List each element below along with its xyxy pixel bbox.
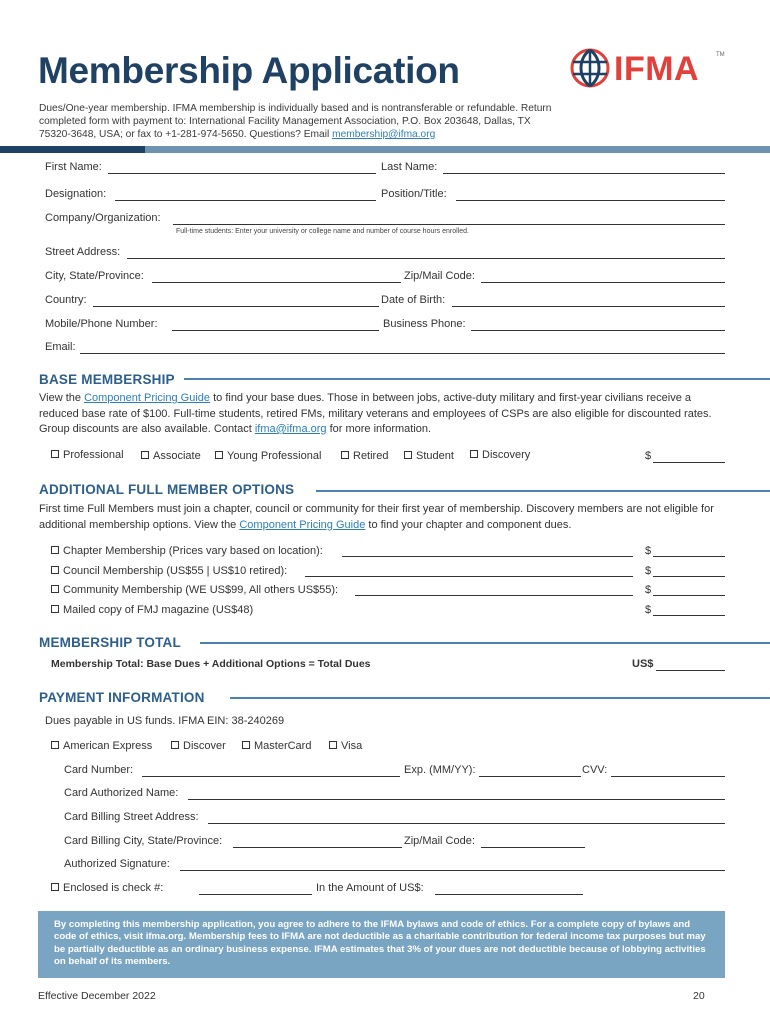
street-field[interactable] <box>127 258 725 259</box>
checkbox[interactable] <box>470 450 478 458</box>
base-dues-dollar: $ <box>645 450 652 462</box>
logo-trademark: TM <box>716 52 725 58</box>
fmj-amount-field[interactable] <box>653 615 725 616</box>
checkbox[interactable] <box>242 741 250 749</box>
mobile-label: Mobile/Phone Number: <box>45 318 158 330</box>
signature-label: Authorized Signature: <box>64 858 170 870</box>
billing-zip-field[interactable] <box>481 847 585 848</box>
checkbox[interactable] <box>341 451 349 459</box>
billing-zip-label: Zip/Mail Code: <box>404 835 475 847</box>
checkbox[interactable] <box>171 741 179 749</box>
company-label: Company/Organization: <box>45 212 161 224</box>
zip-field[interactable] <box>481 282 725 283</box>
total-amount-field[interactable] <box>656 670 725 671</box>
base-membership-rule <box>184 378 770 380</box>
logo-wordmark: IFMA <box>614 50 700 88</box>
option-young-professional[interactable]: Young Professional <box>215 450 321 462</box>
council-field[interactable] <box>305 576 633 577</box>
dob-label: Date of Birth: <box>381 294 446 306</box>
first-name-field[interactable] <box>108 173 376 174</box>
membership-total-label: Membership Total: Base Dues + Additional Options = Total Dues <box>51 658 371 670</box>
exp-label: Exp. (MM/YY): <box>404 764 476 776</box>
globe-icon <box>570 46 610 90</box>
pricing-guide-link[interactable]: Component Pricing Guide <box>84 392 211 404</box>
ifma-logo <box>570 44 730 96</box>
option-council[interactable]: Council Membership (US$55 | US$10 retired): <box>51 565 287 577</box>
last-name-field[interactable] <box>443 173 725 174</box>
checkbox[interactable] <box>51 741 59 749</box>
council-amount-field[interactable] <box>653 576 725 577</box>
city-label: City, State/Province: <box>45 270 144 282</box>
base-dues-amount-field[interactable] <box>653 462 725 463</box>
effective-date: Effective December 2022 <box>38 990 156 1002</box>
zip-label: Zip/Mail Code: <box>404 270 475 282</box>
header-divider-accent <box>0 146 145 153</box>
auth-name-field[interactable] <box>188 799 725 800</box>
check-number-field[interactable] <box>199 894 312 895</box>
community-dollar: $ <box>645 584 652 596</box>
checkbox[interactable] <box>51 450 59 458</box>
membership-email-link[interactable]: membership@ifma.org <box>332 129 436 140</box>
designation-label: Designation: <box>45 188 107 200</box>
billing-street-label: Card Billing Street Address: <box>64 811 199 823</box>
option-chapter[interactable]: Chapter Membership (Prices vary based on location): <box>51 545 323 557</box>
card-number-field[interactable] <box>142 776 400 777</box>
billing-city-field[interactable] <box>233 847 402 848</box>
business-phone-field[interactable] <box>471 330 725 331</box>
dues-note: Dues payable in US funds. IFMA EIN: 38-240269 <box>45 715 285 727</box>
country-field[interactable] <box>93 306 379 307</box>
page-title: Membership Application <box>38 50 460 91</box>
card-mastercard[interactable]: MasterCard <box>242 740 311 752</box>
card-amex[interactable]: American Express <box>51 740 152 752</box>
street-label: Street Address: <box>45 246 121 258</box>
card-visa[interactable]: Visa <box>329 740 362 752</box>
billing-city-label: Card Billing City, State/Province: <box>64 835 223 847</box>
checkbox[interactable] <box>141 451 149 459</box>
payment-info-rule <box>230 697 770 699</box>
option-retired[interactable]: Retired <box>341 450 388 462</box>
option-professional[interactable]: Professional <box>51 449 124 461</box>
ifma-email-link[interactable]: ifma@ifma.org <box>254 423 327 435</box>
intro-text: Dues/One-year membership. IFMA membership is individually based and is nontransferable or refundable. Return completed form with payment to: International Facility Management Association, P.O. Box 203648, Dallas, TX 75320-3648, USA; or fax to +1-281-974-5650. Questions? Email membership@ifma.org <box>39 103 552 140</box>
option-discovery[interactable]: Discovery <box>470 449 530 461</box>
last-name-label: Last Name: <box>381 161 438 173</box>
council-dollar: $ <box>645 565 652 577</box>
position-field[interactable] <box>456 200 725 201</box>
company-field[interactable] <box>173 224 725 225</box>
exp-field[interactable] <box>479 776 581 777</box>
card-number-label: Card Number: <box>64 764 134 776</box>
email-field[interactable] <box>80 353 725 354</box>
mobile-field[interactable] <box>172 330 379 331</box>
page-number: 20 <box>693 990 705 1002</box>
chapter-field[interactable] <box>342 556 633 557</box>
dob-field[interactable] <box>452 306 725 307</box>
billing-street-field[interactable] <box>208 823 725 824</box>
checkbox[interactable] <box>404 451 412 459</box>
total-currency: US$ <box>632 658 654 670</box>
position-label: Position/Title: <box>381 188 447 200</box>
cvv-field[interactable] <box>611 776 725 777</box>
option-fmj-magazine[interactable]: Mailed copy of FMJ magazine (US$48) <box>51 604 253 616</box>
check-option[interactable]: Enclosed is check #: <box>51 882 163 894</box>
card-discover[interactable]: Discover <box>171 740 226 752</box>
checkbox[interactable] <box>51 883 59 891</box>
chapter-dollar: $ <box>645 545 652 557</box>
cvv-label: CVV: <box>582 764 608 776</box>
additional-options-text: First time Full Members must join a chapter, council or community for their first year of membership. Discovery members are not eligible for additional membership options. View the Component Pricing Guide to find your chapter and component dues. <box>39 503 714 531</box>
base-membership-text: View the Component Pricing Guide to find your base dues. Those in between jobs, active-duty military and first-year civilians receive a reduced base rate of $100. Full-time students, retired FMs, military veterans and employees of CSPs are also eligible for discounted rates. Group discounts are also available. Contact ifma@ifma.org for more information. <box>39 392 712 435</box>
checkbox[interactable] <box>51 605 59 613</box>
amount-label: In the Amount of US$: <box>316 882 424 894</box>
country-label: Country: <box>45 294 87 306</box>
membership-total-heading: MEMBERSHIP TOTAL <box>39 635 181 650</box>
pricing-guide-link-2[interactable]: Component Pricing Guide <box>239 518 366 531</box>
fmj-dollar: $ <box>645 604 652 616</box>
auth-name-label: Card Authorized Name: <box>64 787 179 799</box>
option-associate[interactable]: Associate <box>141 450 201 462</box>
amount-field[interactable] <box>435 894 583 895</box>
signature-field[interactable] <box>180 870 725 871</box>
checkbox[interactable] <box>329 741 337 749</box>
community-field[interactable] <box>355 595 633 596</box>
city-field[interactable] <box>152 282 401 283</box>
legal-notice: By completing this membership application, you agree to adhere to the IFMA bylaws and code of ethics. For a complete copy of bylaws and code of ethics, visit ifma.org. Membership fees to IFMA are not deductible as a charitable contribution for federal income tax purposes but may be partially deductible as an ordinary business expense. IFMA estimates that 3% of your dues are not deductible because of lobbying activities on behalf of its members. <box>38 911 725 978</box>
checkbox[interactable] <box>51 585 59 593</box>
option-student[interactable]: Student <box>404 450 454 462</box>
email-label: Email: <box>45 341 76 353</box>
checkbox[interactable] <box>51 546 59 554</box>
checkbox[interactable] <box>215 451 223 459</box>
chapter-amount-field[interactable] <box>653 556 725 557</box>
community-amount-field[interactable] <box>653 595 725 596</box>
option-community[interactable]: Community Membership (WE US$99, All others US$55): <box>51 584 338 596</box>
company-hint: Full-time students: Enter your university or college name and number of course hours enrolled. <box>176 228 469 235</box>
payment-info-heading: PAYMENT INFORMATION <box>39 690 205 705</box>
base-membership-heading: BASE MEMBERSHIP <box>39 372 175 387</box>
additional-options-rule <box>316 490 770 492</box>
additional-options-heading: ADDITIONAL FULL MEMBER OPTIONS <box>39 482 295 497</box>
first-name-label: First Name: <box>45 161 102 173</box>
business-phone-label: Business Phone: <box>383 318 466 330</box>
checkbox[interactable] <box>51 566 59 574</box>
membership-total-rule <box>200 642 770 644</box>
designation-field[interactable] <box>115 200 376 201</box>
